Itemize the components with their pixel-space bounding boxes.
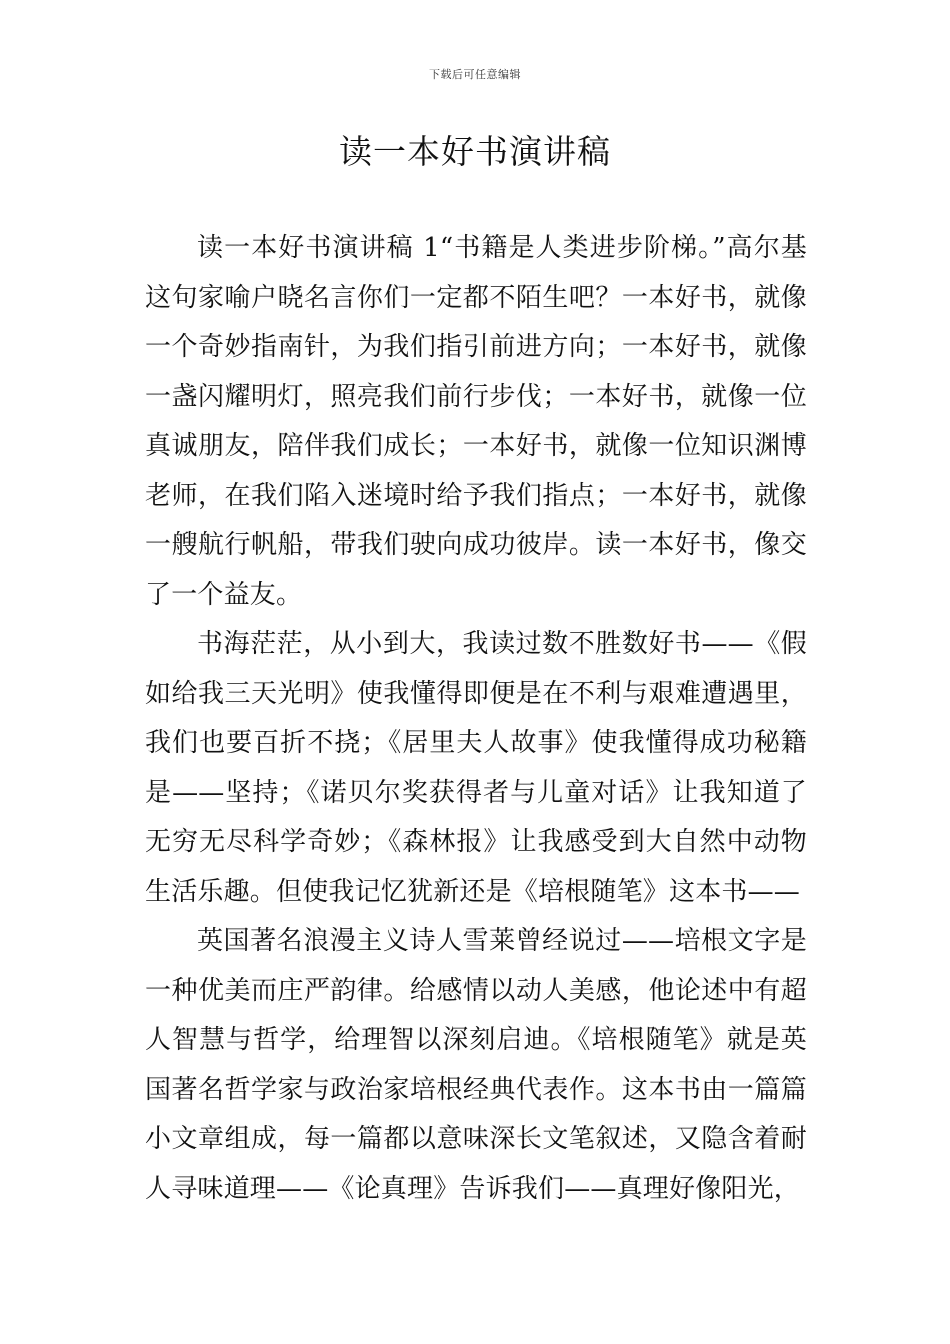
paragraph-1: 读一本好书演讲稿 1“书籍是人类进步阶梯。”高尔基这句家喻户晓名言你们一定都不陌生吧？一本好书，就像一个奇妙指南针，为我们指引前进方向；一本好书，就像一盏闪耀明灯，照亮我们前行步伐；一本好书，就像一位真诚朋友，陪伴我们成长；一本好书，就像一位知识渊博老师，在我们陷入迷境时给予我们指点；一本好书，就像一艘航行帆船，带我们驶向成功彼岸。读一本好书，像交了一个益友。: [145, 233, 807, 610]
document-body: [145, 224, 807, 1214]
header-note: 下载后可任意编辑: [429, 68, 521, 81]
paragraph-2: 书海茫茫，从小到大，我读过数不胜数好书——《假如给我三天光明》使我懂得即便是在不利与艰难遭遇里，我们也要百折不挠；《居里夫人故事》使我懂得成功秘籍是——坚持；《诺贝尔奖获得者与儿童对话》让我知道了无穷无尽科学奇妙；《森林报》让我感受到大自然中动物生活乐趣。但使我记忆犹新还是《培根随笔》这本书——: [145, 629, 807, 907]
document-title: 读一本好书演讲稿: [339, 132, 611, 171]
paragraph-3: 英国著名浪漫主义诗人雪莱曾经说过——培根文字是一种优美而庄严韵律。给感情以动人美感，他论述中有超人智慧与哲学，给理智以深刻启迪。《培根随笔》就是英国著名哲学家与政治家培根经典代表作。这本书由一篇篇小文章组成，每一篇都以意味深长文笔叙述，又隐含着耐人寻味道理——《论真理》告诉我们——真理好像阳光，: [145, 926, 807, 1204]
